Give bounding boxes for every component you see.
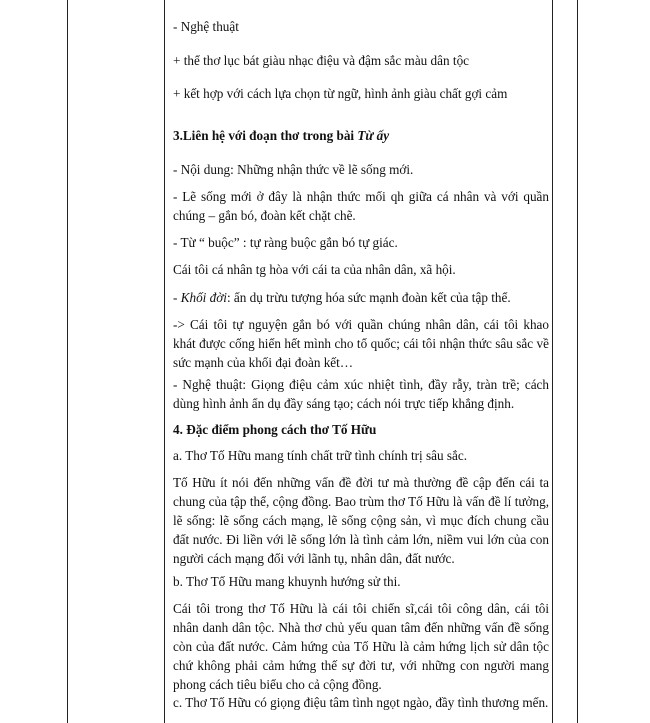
khoi-doi-term: Khối đời: [180, 290, 227, 305]
nghe-thuat-item-2: + kết hợp với cách lựa chọn từ ngữ, hình ảnh giàu chất gợi cảm: [173, 86, 508, 101]
le-song-moi: - Lẽ sống mới ở đây là nhận thức mối qh giữa cá nhân và với quần chúng – gắn bó, đoàn kết chặt chẽ.: [173, 189, 549, 223]
tu-buoc: - Từ “ buộc” : tự ràng buộc gắn bó tự giác.: [173, 235, 398, 250]
heading-4: 4. Đặc điểm phong cách thơ Tố Hữu: [173, 422, 377, 437]
table-border-col1: [164, 0, 165, 723]
section-c-label: c. Thơ Tố Hữu có giọng điệu tâm tình ngọt ngào, đầy tình thương mến.: [173, 695, 549, 710]
cai-toi-ca-nhan: Cái tôi cá nhân tg hòa với cái ta của nhân dân, xã hội.: [173, 262, 456, 277]
content-cell: [173, 0, 549, 723]
heading-3-prefix: 3.Liên hệ với đoạn thơ trong bài: [173, 128, 358, 143]
section-a-body: Tố Hữu ít nói đến những vấn đề đời tư mà thường đề cập đến cái ta chung của tập thể, cộng đồng. Bao trùm thơ Tố Hữu là vấn đề lí tưởng, lẽ sống: lẽ sống cách mạng, lẽ sống cộng sản, vì mục đích chung cầu đất nước. Đi liền với lẽ sống lớn là tình cảm lớn, niềm vui lớn của con người cách mạng đối với lãnh tụ, nhân dân, đất nước.: [173, 475, 549, 566]
table-border-left: [67, 0, 68, 723]
khoi-doi: [173, 288, 549, 307]
khoi-doi-rest: : ẩn dụ trừu tượng hóa sức mạnh đoàn kết của tập thể.: [226, 290, 511, 305]
section-b-label: b. Thơ Tố Hữu mang khuynh hướng sử thi.: [173, 574, 401, 589]
heading-3-title: Từ ấy: [357, 128, 390, 143]
nghe-thuat-item-1: + thể thơ lục bát giàu nhạc điệu và đậm sắc màu dân tộc: [173, 53, 470, 68]
khoi-doi-prefix: -: [173, 290, 181, 305]
nghe-thuat-label: - Nghệ thuật: [173, 19, 239, 34]
noi-dung: - Nội dung: Những nhận thức về lẽ sống mới.: [173, 162, 414, 177]
section-b-body: Cái tôi trong thơ Tố Hữu là cái tôi chiến sĩ,cái tôi công dân, cái tôi nhân danh dân tộc. Nhà thơ chủ yếu quan tâm đến những vấn đề sống còn của đất nước. Cảm hứng của Tố Hữu là cảm hứng lịch sử dân tộc chứ không phải cảm hứng thế sự đời tư, với những con người mang phong cách tiêu biểu cho cả cộng đồng.: [173, 601, 549, 692]
heading-3: [173, 126, 549, 145]
nghe-thuat-2: - Nghệ thuật: Giọng điệu cảm xúc nhiệt tình, đầy rẫy, tràn trề; cách dùng hình ảnh ẩn dụ đầy sáng tạo; cách nói trực tiếp khẳng định.: [173, 377, 549, 411]
table-border-right: [577, 0, 578, 723]
table-border-col2: [552, 0, 553, 723]
section-a-label: a. Thơ Tố Hữu mang tính chất trữ tình chính trị sâu sắc.: [173, 448, 468, 463]
arrow-conclusion: -> Cái tôi tự nguyện gắn bó với quần chúng nhân dân, cái tôi khao khát được cống hiến hết mình cho tổ quốc; cái tôi nhận thức sâu sắc về sức mạnh của khối đại đoàn kết…: [173, 317, 549, 370]
